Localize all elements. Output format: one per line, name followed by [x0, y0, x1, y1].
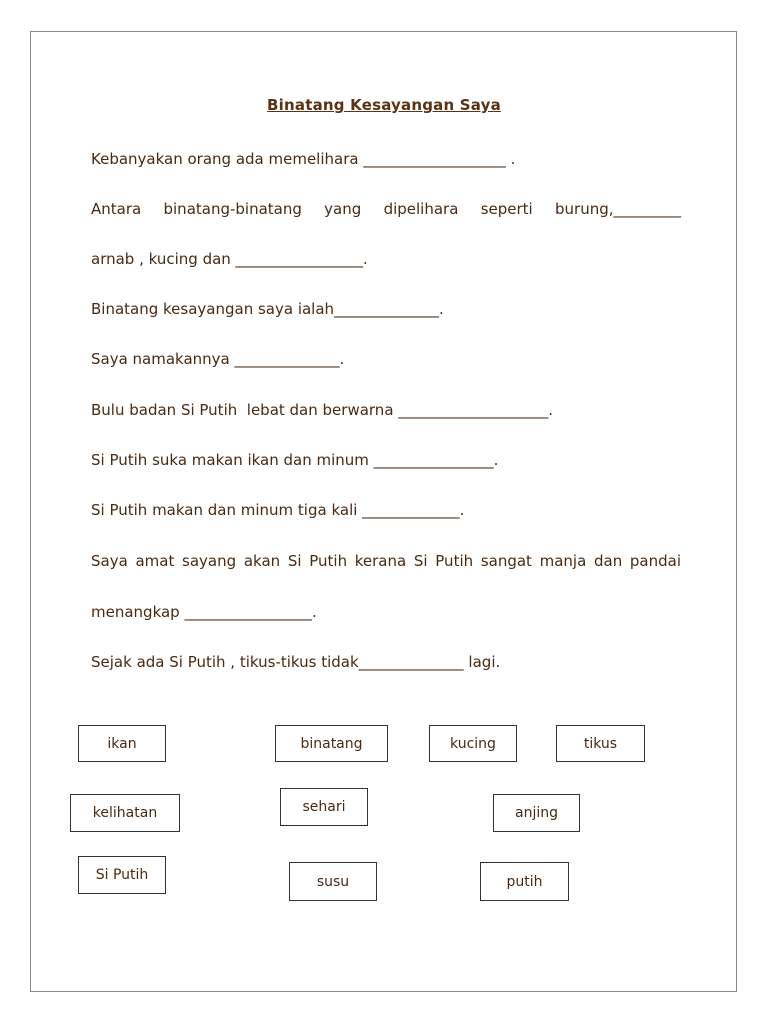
word-card-tikus: tikus [556, 725, 645, 762]
sentence-2: Antara binatang-binatang yang dipelihara seperti burung,_________ [91, 200, 681, 218]
sentence-7: Si Putih suka makan ikan dan minum ________________. [91, 451, 499, 469]
word-card-anjing: anjing [493, 794, 580, 832]
sentence-1: Kebanyakan orang ada memelihara ___________________ . [91, 150, 516, 168]
worksheet-title: Binatang Kesayangan Saya [267, 96, 501, 114]
sentence-5: Saya namakannya ______________. [91, 350, 345, 368]
word-card-kelihatan: kelihatan [70, 794, 180, 832]
sentence-8: Si Putih makan dan minum tiga kali _____________. [91, 501, 465, 519]
word-card-ikan: ikan [78, 725, 166, 762]
sentence-3: arnab , kucing dan _________________. [91, 250, 368, 268]
word-card-kucing: kucing [429, 725, 517, 762]
word-card-putih: putih [480, 862, 569, 901]
word-card-susu: susu [289, 862, 377, 901]
word-card-sehari: sehari [280, 788, 368, 826]
sentence-10: menangkap _________________. [91, 603, 317, 621]
word-card-binatang: binatang [275, 725, 388, 762]
sentence-11: Sejak ada Si Putih , tikus-tikus tidak______________ lagi. [91, 653, 501, 671]
sentence-9: Saya amat sayang akan Si Putih kerana Si Putih sangat manja dan pandai [91, 552, 681, 570]
sentence-4: Binatang kesayangan saya ialah______________. [91, 300, 444, 318]
sentence-6: Bulu badan Si Putih lebat dan berwarna ____________________. [91, 401, 554, 419]
word-card-si-putih: Si Putih [78, 856, 166, 894]
